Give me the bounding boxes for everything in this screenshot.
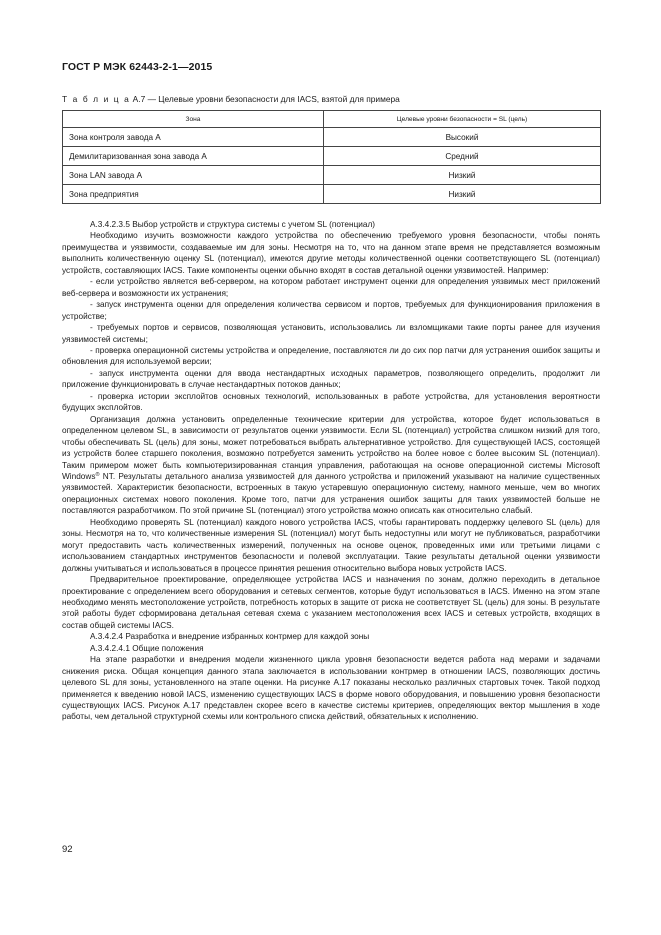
table-cell-level: Высокий <box>324 128 601 147</box>
list-item: - проверка истории эксплойтов основных технологий, использованных в работе устройства, для установления вероятности будущих эксплойтов. <box>62 391 600 413</box>
document-standard-title: ГОСТ Р МЭК 62443-2-1—2015 <box>62 61 213 73</box>
table-caption <box>62 94 400 104</box>
table-cell-zone: Зона предприятия <box>63 185 324 204</box>
table-caption-text: А.7 — Целевые уровни безопасности для IACS, взятой для примера <box>130 94 400 104</box>
section-heading-a3-4-2-4: А.3.4.2.4 Разработка и внедрение избранных контрмер для каждой зоны <box>90 632 370 642</box>
table-row <box>63 128 601 147</box>
list-item: - если устройство является веб-сервером, на котором работает инструмент оценки для определения уязвимых мест приложений веб-сервера и возможности их устранения; <box>62 277 600 298</box>
body-text <box>62 219 600 723</box>
table-caption-prefix: Т а б л и ц а <box>62 94 131 104</box>
registered-mark: ® <box>95 471 100 478</box>
table-cell-level: Низкий <box>324 166 601 185</box>
table-row <box>63 147 601 166</box>
table-cell-zone: Зона LAN завода А <box>63 166 324 185</box>
list-item: - запуск инструмента оценки для ввода нестандартных исходных параметров, позволяющего определить, продолжит ли приложение функционировать в случае нестандартных потоков данных; <box>62 368 600 390</box>
paragraph-device-capabilities: Необходимо изучить возможности каждого устройства по обеспечению требуемого уровня безопасности, чтобы понять преимущества и уязвимости, создаваемые им для зоны. Несмотря на то, что на данном этапе время не представляется возможным выполнить количественную оценку SL (потенциал), имеются другие методы количественной оценки соответствующего SL (потенциал) устройств, составляющих IACS. Такие компоненты оценки обычно входят в состав детальной оценки уязвимостей. Например: <box>62 231 600 275</box>
list-item: - требуемых портов и сервисов, позволяющая установить, использовались ли взломщиками такие порты ранее для изучения уязвимостей системы; <box>62 323 600 344</box>
security-levels-table <box>62 110 601 204</box>
table-cell-zone: Зона контроля завода А <box>63 128 324 147</box>
section-heading-a3-4-2-3-5: А.3.4.2.3.5 Выбор устройств и структура системы с учетом SL (потенциал) <box>90 220 376 229</box>
paragraph-text: Организация должна установить определенные технические критерии для устройства, которое будет использоваться в определенном целевом SL, в зависимости от результатов оценки уязвимости. Если SL (потенциал) устройства слишком низкий для того, чтобы обеспечивать SL (цель) для зоны, может потребоваться выбрать альтернативное устройство. Для существующей IACS, состоящей из устройств более старшего поколения, возможно потребуется заменить устройство на более новое с более высоким SL (потенциал). Таким примером может быть компьютеризированная станция управления, работающая на основе операционной системы Microsoft Windows <box>62 414 600 481</box>
list-item: - проверка операционной системы устройства и определение, поставляются ли до сих пор патчи для устранения ошибок защиты и обновления для используемой версии; <box>62 345 600 367</box>
table-header-target-sl: Целевые уровни безопасности = SL (цель) <box>324 111 601 128</box>
table-header-row <box>63 111 601 128</box>
paragraph-preliminary-design: Предварительное проектирование, определяющее устройства IACS и назначения по зонам, должно переходить в детальное проектирование с определением всего оборудования и сетевых сегментов, которые будут использоваться в IACS. Именно на этом этапе необходимо менять местоположение устройств, потребность которых в защите от риска не соответствует SL (цель) для зоны. В результате этой работы будет сформирована детальная сетевая схема с указанием местоположения всех IACS и сетевых устройств, входящих в состав общей системы IACS. <box>62 575 600 630</box>
table-cell-level: Низкий <box>324 185 601 204</box>
table-cell-level: Средний <box>324 147 601 166</box>
table-cell-zone: Демилитаризованная зона завода А <box>63 147 324 166</box>
paragraph-countermeasures: На этапе разработки и внедрения модели жизненного цикла уровня безопасности ведется работа над мерами и задачами снижения риска. Общая концепция данного этапа заключается в использовании контрмер в отношении IACS, позволяющих достичь целевого SL для зоны, установленного на этапе оценки. На рисунке А.17 показаны несколько различных стартовых точек. Такой подход применяется к введению новой IACS, изменению существующих IACS в форме нового оборудования, и повышению уровня безопасности существующих IACS. Рисунок А.17 представлен скорее всего в качестве системы критериев, определяющих вектор мышления в ходе работы, чем детальной структурной схемы или контрольного списка действий, обязательных к исполнению. <box>62 655 600 722</box>
list-item: - запуск инструмента оценки для определения количества сервисом и портов, требуемых для функционирования приложения в устройстве; <box>62 300 600 321</box>
page-number: 92 <box>62 844 73 855</box>
paragraph-verify-sl: Необходимо проверять SL (потенциал) каждого нового устройства IACS, чтобы гарантировать поддержку целевого SL (цель) для зоны. Несмотря на то, что количественные измерения SL (потенциал) могут быть недоступны или могут не публиковаться, разработчики могут предоставить часть количественных измерений, полученных на основе оценок, проведенных ими или третьими лицами с использованием стандартных инструментов безопасности и полевой эксплуатации. Такие результаты детальной оценки уязвимости должны учитываться и использоваться в процессе принятия решения относительно выбора новых устройств IACS. <box>62 517 600 573</box>
table-row <box>63 166 601 185</box>
table-header-zone: Зона <box>63 111 324 128</box>
table-row <box>63 185 601 204</box>
paragraph-technical-criteria <box>62 414 600 517</box>
paragraph-text: NT. Результаты детального анализа уязвимостей для данного устройства и приложений указывают на наличие существенных уязвимостей. Характеристик безопасности, встроенных в такую устаревшую операционную систему, намного меньше, чем во многих операционных системах нового поколения. Кроме того, патчи для устранения ошибок защиты для таких уязвимостей больше не поставляются разработчиком. По этой причине SL (потенциал) этого устройства можно описать как относительно слабый. <box>62 471 600 516</box>
section-heading-a3-4-2-4-1: А.3.4.2.4.1 Общие положения <box>90 643 204 653</box>
